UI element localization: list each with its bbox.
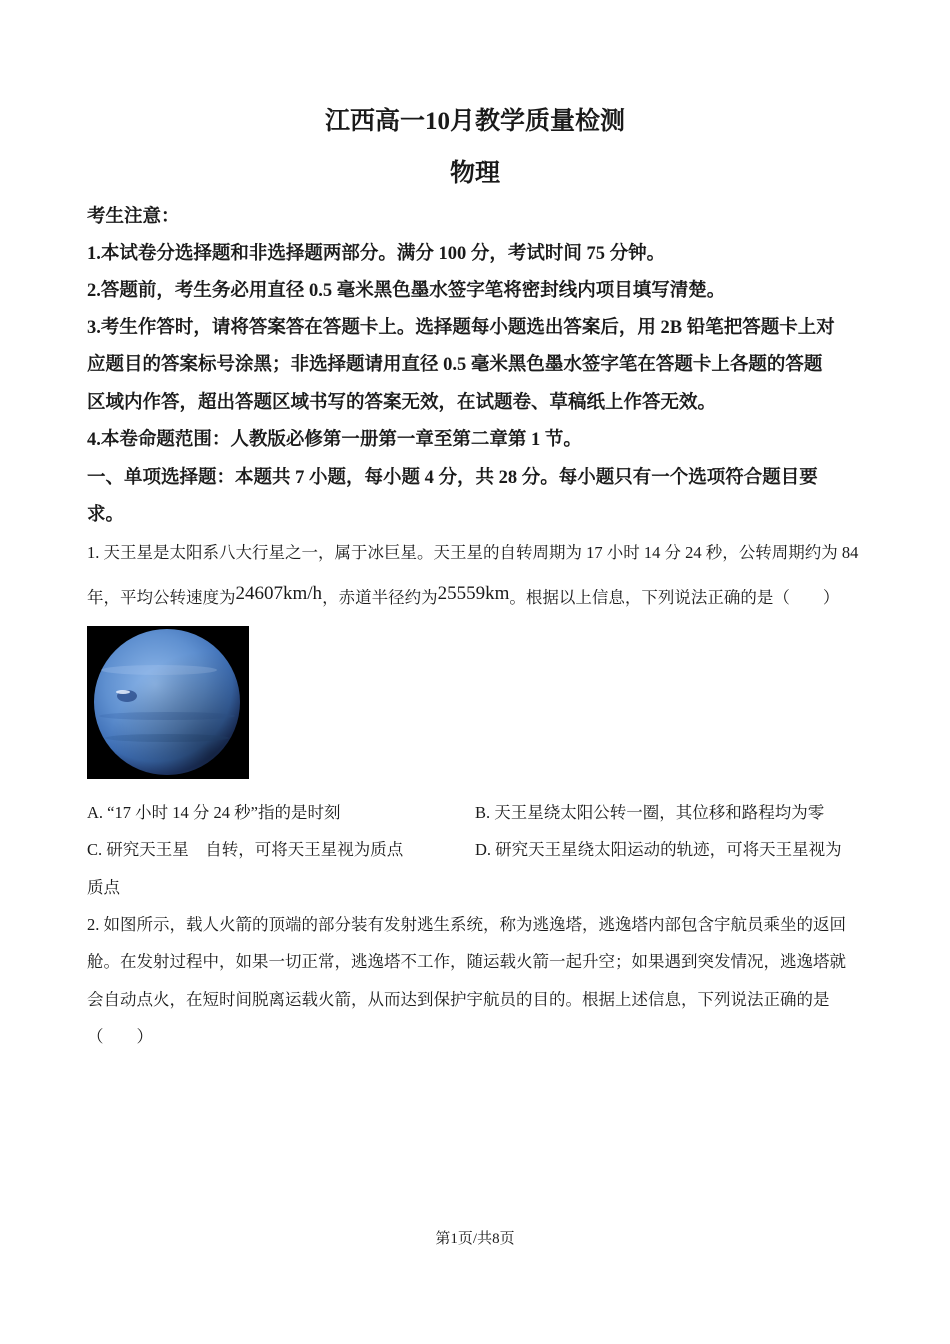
subject-title: 物理 — [449, 160, 500, 187]
option-d: D. 研究天王星绕太阳运动的轨迹，可将天王星视为 — [475, 840, 842, 859]
notice-heading: 考生注意： — [87, 207, 180, 227]
section-heading: 一、单项选择题：本题共 7 小题，每小题 4 分，共 28 分。每小题只有一个选项符合题目要 — [87, 468, 818, 488]
question-2-stem: 会自动点火，在短时间脱离运载火箭，从而达到保护宇航员的目的。根据上述信息，下列说法正确的是 — [87, 990, 830, 1009]
planet-illustration — [87, 626, 249, 779]
q1-text-a: 年，平均公转速度为 — [87, 588, 236, 607]
notice-line: 4.本卷命题范围：人教版必修第一册第一章至第二章第 1 节。 — [87, 430, 582, 450]
radius-value: 25559km — [437, 583, 510, 604]
planet-image — [87, 626, 249, 779]
question-2-stem: 舱。在发射过程中，如果一切正常，逃逸塔不工作，随运载火箭一起升空；如果遇到突发情况，逃逸塔就 — [87, 952, 846, 971]
q1-text-b: ，赤道半径约为 — [322, 588, 438, 607]
question-2-stem: （ ） — [87, 1027, 153, 1046]
notice-line: 区域内作答，超出答题区域书写的答案无效，在试题卷、草稿纸上作答无效。 — [87, 393, 717, 413]
notice-line: 2.答题前，考生务必用直径 0.5 毫米黑色墨水签字笔将密封线内项目填写清楚。 — [87, 281, 726, 301]
option-d-cont: 质点 — [87, 878, 120, 897]
notice-line: 3.考生作答时，请将答案答在答题卡上。选择题每小题选出答案后，用 2B 铅笔把答题卡上对 — [87, 318, 835, 338]
option-c: C. 研究天王星 自转，可将天王星视为质点 — [87, 840, 404, 859]
page-number: 第1页/共8页 — [435, 1231, 515, 1247]
option-b: B. 天王星绕太阳公转一圈，其位移和路程均为零 — [475, 803, 825, 822]
q1-text-c: 。根据以上信息，下列说法正确的是（ ） — [509, 588, 840, 607]
notice-line: 1.本试卷分选择题和非选择题两部分。满分 100 分，考试时间 75 分钟。 — [87, 244, 666, 264]
question-2-stem: 2. 如图所示，载人火箭的顶端的部分装有发射逃生系统，称为逃逸塔，逃逸塔内部包含宇航员乘坐的返回 — [87, 915, 846, 934]
question-1-stem-cont — [87, 584, 839, 609]
option-a: A. “17 小时 14 分 24 秒”指的是时刻 — [87, 803, 341, 822]
notice-line: 应题目的答案标号涂黑；非选择题请用直径 0.5 毫米黑色墨水签字笔在答题卡上各题的答题 — [87, 355, 823, 375]
exam-title: 江西高一10月教学质量检测 — [324, 108, 625, 135]
question-1-stem: 1. 天王星是太阳系八大行星之一，属于冰巨星。天王星的自转周期为 17 小时 14 分 24 秒，公转周期约为 84 — [87, 543, 859, 562]
section-heading-cont: 求。 — [87, 505, 125, 525]
speed-value: 24607km/h — [235, 583, 323, 604]
